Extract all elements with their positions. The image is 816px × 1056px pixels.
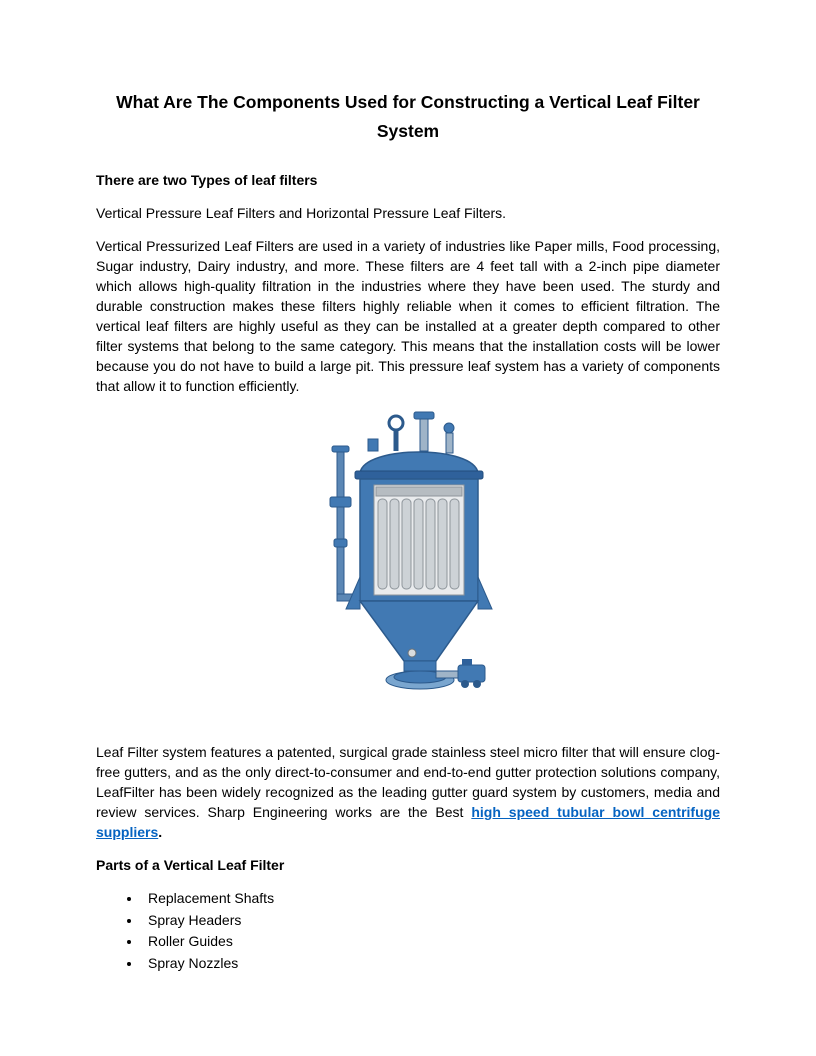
discharge-valve [458,665,485,682]
pipe-valve [330,497,351,507]
support-lug-right [478,577,492,609]
filter-leaf [402,499,411,589]
vessel-dome [360,452,478,473]
list-item-spray-headers: • Spray Headers [142,910,720,932]
filter-leaf [414,499,423,589]
filter-leaf [450,499,459,589]
top-fitting [368,439,378,451]
vessel-flange [355,471,483,479]
centrifuge-suppliers-link[interactable]: high speed tubular bowl centrifuge suppliers [96,804,720,840]
support-lug-left [346,577,360,609]
top-nozzle [420,417,428,451]
top-valve [444,423,454,433]
leaf-filter-figure [96,409,720,724]
leaf-filter-paragraph [96,742,720,842]
leaf-filter-text-before-link: Leaf Filter system features a patented, surgical grade stainless steel micro filter that will ensure clog-free gutters, and as the only direct-to-consumer and end-to-end gutter protection solutions company, LeafFilter has been widely recognized as the leading gutter guard system by customers, media and review services. Sharp Engineering works are the Best [96,744,720,820]
filter-leaf [438,499,447,589]
list-item-replacement-shafts: • Replacement Shafts [142,888,720,910]
left-pipe [337,451,344,601]
filter-leaf [426,499,435,589]
filter-leaf [390,499,399,589]
pipe-fitting [332,446,349,452]
page-title: What Are The Components Used for Constructing a Vertical Leaf Filter System [116,92,700,141]
vertical-description-paragraph: Vertical Pressurized Leaf Filters are used in a variety of industries like Paper mills, Food processing, Sugar industry, Dairy industry, and more. These filters are 4 feet tall with a 2-inch pipe diameter which allows high-quality filtration in the industries where they have been used. The sturdy and durable construction makes these filters highly reliable when it comes to efficient filtration. The vertical leaf filters are highly useful as they can be installed at a greater depth compared to other filter systems that belong to the same category. This means that the installation costs will be lower because you do not have to build a large pit. This pressure leaf system has a variety of components that allow it to function efficiently. [96,238,720,394]
filter-leaf [378,499,387,589]
top-nozzle [446,433,453,453]
parts-list [96,888,720,974]
top-flange [414,412,434,419]
bottom-neck [404,661,436,671]
leaf-manifold [376,487,462,496]
outlet-pipe [436,671,460,678]
parts-heading: Parts of a Vertical Leaf Filter [96,857,285,873]
sight-glass [408,649,416,657]
vessel-cone [360,601,478,661]
leaf-filter-illustration [308,409,508,719]
valve-cap [462,659,472,665]
list-item-spray-nozzles: • Spray Nozzles [142,953,720,975]
types-heading: There are two Types of leaf filters [96,172,318,188]
valve-wheel [473,680,481,688]
handwheel [389,416,403,430]
leaf-filter-text-after-link: . [158,824,163,840]
pipe-valve [334,539,347,547]
valve-wheel [461,680,469,688]
list-item-roller-guides: • Roller Guides [142,931,720,953]
types-intro-paragraph: Vertical Pressure Leaf Filters and Horizontal Pressure Leaf Filters. [96,205,507,221]
